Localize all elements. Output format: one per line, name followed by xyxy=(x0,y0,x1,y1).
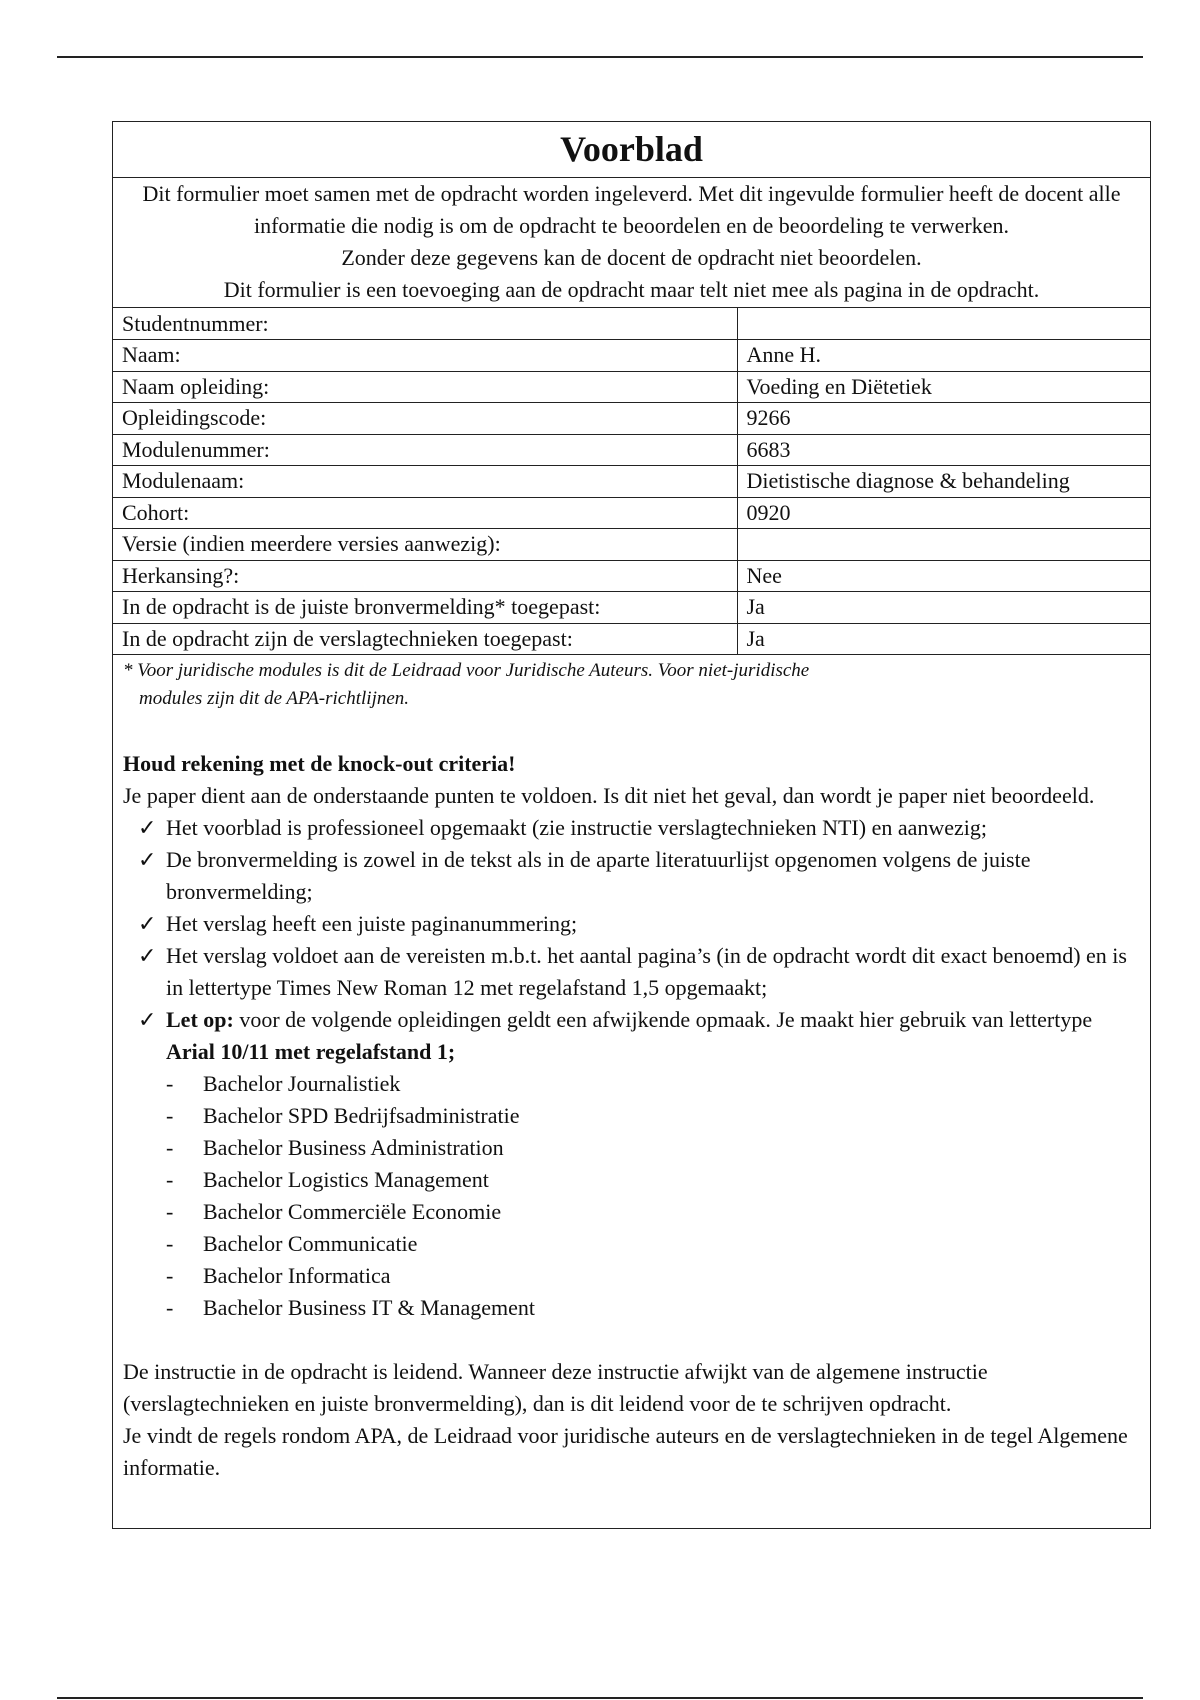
header-rule xyxy=(57,56,1143,58)
note-lead: Let op: xyxy=(166,1007,234,1032)
footer-rule xyxy=(57,1697,1143,1699)
field-value: 9266 xyxy=(737,403,1150,435)
intro-line: Dit formulier is een toevoeging aan de opdracht maar telt niet mee als pagina in de opdracht. xyxy=(223,277,1040,302)
dash-bullet: - xyxy=(166,1199,174,1224)
info-row xyxy=(113,340,1150,372)
info-row xyxy=(113,466,1150,498)
criteria-text: Het verslag voldoet aan de vereisten m.b.t. het aantal pagina’s (in de opdracht wordt dit exact benoemd) en is in lettertype Times New Roman 12 met regelafstand 1,5 opgemaakt; xyxy=(166,943,1127,1000)
footnote-line: * Voor juridische modules is dit de Leidraad voor Juridische Auteurs. Voor niet-juridische xyxy=(123,660,810,681)
form-intro xyxy=(113,178,1150,308)
program-item xyxy=(166,1228,1140,1260)
closing-paragraph: De instructie in de opdracht is leidend. Wanneer deze instructie afwijkt van de algemene instructie (verslagtechnieken en juiste bronvermelding), dan is dit leidend voor de te schrijven opdracht. xyxy=(123,1359,988,1416)
field-label: Cohort: xyxy=(113,497,737,529)
criteria-text: Het voorblad is professioneel opgemaakt (zie instructie verslagtechnieken NTI) en aanwezig; xyxy=(166,815,988,840)
field-label: Herkansing?: xyxy=(113,560,737,592)
dash-bullet: - xyxy=(166,1295,174,1320)
note-text: voor de volgende opleidingen geldt een afwijkende opmaak. Je maakt hier gebruik van lettertype xyxy=(233,1007,1093,1032)
info-row xyxy=(113,434,1150,466)
program-name: Bachelor SPD Bedrijfsadministratie xyxy=(203,1103,520,1128)
field-value: Ja xyxy=(737,623,1150,655)
program-item xyxy=(166,1100,1140,1132)
intro-line: Dit formulier moet samen met de opdracht worden ingeleverd. Met dit ingevulde formulier heeft de docent alle informatie die nodig is om de opdracht te beoordelen en de beoordeling te verwerken. xyxy=(142,181,1121,238)
criteria-item xyxy=(138,940,1140,1004)
dash-bullet: - xyxy=(166,1103,174,1128)
info-row xyxy=(113,497,1150,529)
program-name: Bachelor Commerciële Economie xyxy=(203,1199,502,1224)
field-label: Versie (indien meerdere versies aanwezig): xyxy=(113,529,737,561)
form-title: Voorblad xyxy=(113,122,1150,178)
field-value: Voeding en Diëtetiek xyxy=(737,371,1150,403)
field-label: Modulenaam: xyxy=(113,466,737,498)
field-label: Naam: xyxy=(113,340,737,372)
footnote-line: modules zijn dit de APA-richtlijnen. xyxy=(139,688,410,709)
program-item xyxy=(166,1068,1140,1100)
field-label: In de opdracht zijn de verslagtechnieken toegepast: xyxy=(113,623,737,655)
intro-line: Zonder deze gegevens kan de docent de opdracht niet beoordelen. xyxy=(341,245,922,270)
check-icon: ✓ xyxy=(138,847,157,872)
info-table xyxy=(113,308,1150,655)
field-value: Dietistische diagnose & behandeling xyxy=(737,466,1150,498)
note-font: Arial 10/11 met regelafstand 1; xyxy=(166,1039,456,1064)
field-value xyxy=(737,308,1150,340)
criteria-item xyxy=(138,812,1140,844)
field-label: Modulenummer: xyxy=(113,434,737,466)
info-row xyxy=(113,403,1150,435)
field-value xyxy=(737,529,1150,561)
field-label: Opleidingscode: xyxy=(113,403,737,435)
criteria-text xyxy=(166,1004,1140,1068)
program-item xyxy=(166,1196,1140,1228)
knockout-section xyxy=(113,748,1150,1484)
program-list xyxy=(123,1068,1140,1324)
field-value: Anne H. xyxy=(737,340,1150,372)
dash-bullet: - xyxy=(166,1263,174,1288)
footnote xyxy=(113,657,1150,713)
program-name: Bachelor Communicatie xyxy=(203,1231,418,1256)
field-label: Naam opleiding: xyxy=(113,371,737,403)
info-row xyxy=(113,371,1150,403)
criteria-text: Het verslag heeft een juiste paginanummering; xyxy=(166,911,578,936)
dash-bullet: - xyxy=(166,1071,174,1096)
program-item xyxy=(166,1164,1140,1196)
check-icon: ✓ xyxy=(138,1007,157,1032)
field-value: Ja xyxy=(737,592,1150,624)
program-item xyxy=(166,1292,1140,1324)
field-label: Studentnummer: xyxy=(113,308,737,340)
program-item xyxy=(166,1260,1140,1292)
closing-paragraph: Je vindt de regels rondom APA, de Leidraad voor juridische auteurs en de verslagtechnieken in de tegel Algemene informatie. xyxy=(123,1423,1128,1480)
dash-bullet: - xyxy=(166,1231,174,1256)
program-name: Bachelor Informatica xyxy=(203,1263,391,1288)
knockout-heading: Houd rekening met de knock-out criteria! xyxy=(123,751,516,776)
knockout-intro: Je paper dient aan de onderstaande punten te voldoen. Is dit niet het geval, dan wordt je paper niet beoordeeld. xyxy=(123,783,1095,808)
dash-bullet: - xyxy=(166,1167,174,1192)
criteria-list xyxy=(123,812,1140,1068)
program-item xyxy=(166,1132,1140,1164)
field-value: 0920 xyxy=(737,497,1150,529)
criteria-text: De bronvermelding is zowel in de tekst als in de aparte literatuurlijst opgenomen volgens de juiste bronvermelding; xyxy=(166,847,1031,904)
field-label: In de opdracht is de juiste bronvermelding* toegepast: xyxy=(113,592,737,624)
cover-form xyxy=(112,121,1151,1529)
info-row xyxy=(113,308,1150,340)
program-name: Bachelor Business IT & Management xyxy=(203,1295,535,1320)
info-row xyxy=(113,560,1150,592)
check-icon: ✓ xyxy=(138,943,157,968)
field-value: Nee xyxy=(737,560,1150,592)
program-name: Bachelor Business Administration xyxy=(203,1135,504,1160)
check-icon: ✓ xyxy=(138,815,157,840)
info-row xyxy=(113,623,1150,655)
criteria-item xyxy=(138,1004,1140,1068)
field-value: 6683 xyxy=(737,434,1150,466)
dash-bullet: - xyxy=(166,1135,174,1160)
program-name: Bachelor Journalistiek xyxy=(203,1071,401,1096)
criteria-item xyxy=(138,908,1140,940)
info-row xyxy=(113,529,1150,561)
info-row xyxy=(113,592,1150,624)
criteria-item xyxy=(138,844,1140,908)
program-name: Bachelor Logistics Management xyxy=(203,1167,489,1192)
check-icon: ✓ xyxy=(138,911,157,936)
